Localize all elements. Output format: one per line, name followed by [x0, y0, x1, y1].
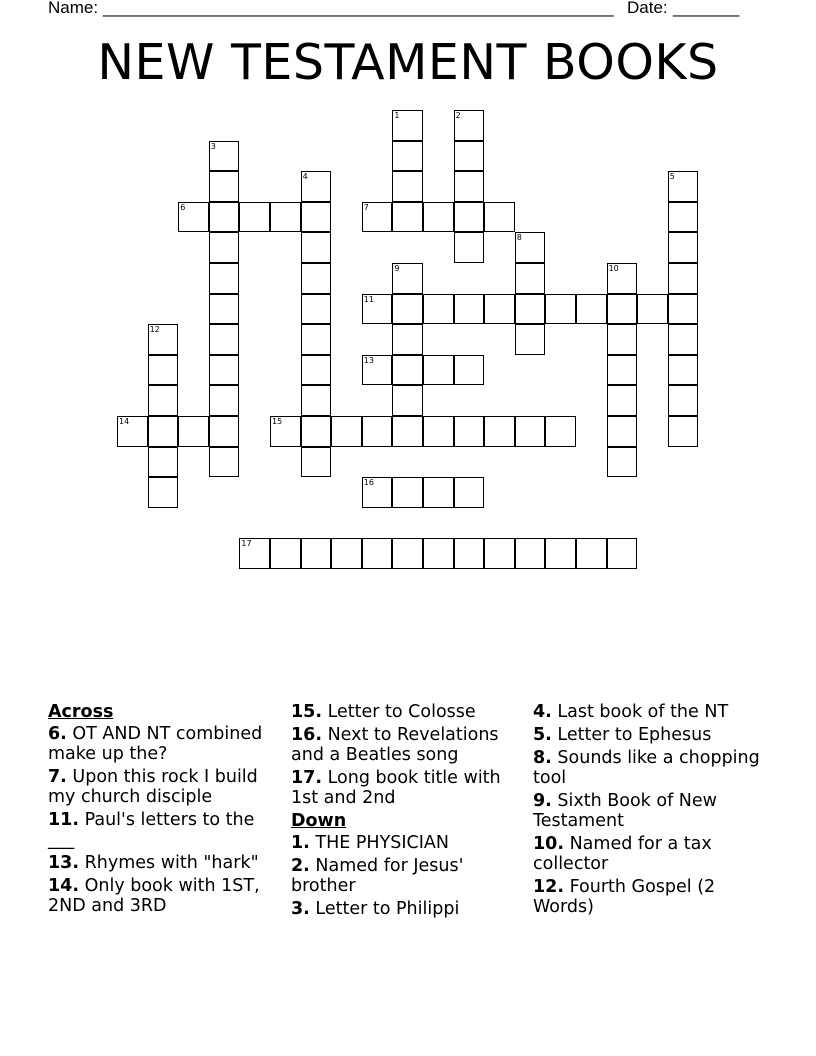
grid-cell[interactable] [484, 202, 515, 233]
grid-cell[interactable] [392, 385, 423, 416]
grid-cell-11[interactable] [362, 294, 393, 325]
grid-cell[interactable] [484, 538, 515, 569]
grid-cell[interactable] [392, 294, 423, 325]
clue-number: 10 [608, 264, 619, 273]
clue-number: 13 [363, 355, 374, 365]
grid-cell[interactable] [301, 232, 332, 263]
grid-cell[interactable] [392, 324, 423, 355]
clue-number: 1 [394, 111, 400, 120]
clue-across-11: 11. Paul's letters to the ___ [48, 810, 255, 850]
grid-cell-9[interactable] [392, 263, 423, 294]
grid-cell[interactable] [362, 416, 393, 447]
grid-cell[interactable] [209, 171, 240, 202]
grid-cell[interactable] [270, 538, 301, 569]
clue-across-14: 14. Only book with 1ST, 2ND and 3RD [48, 876, 260, 916]
clue-column-1 [48, 702, 284, 919]
grid-cell[interactable] [392, 355, 423, 386]
clue-number: 16 [363, 478, 374, 488]
grid-cell-12[interactable] [148, 324, 179, 355]
grid-cell[interactable] [454, 294, 485, 325]
grid-cell[interactable] [454, 171, 485, 202]
grid-cell-5[interactable] [668, 171, 699, 202]
clue-number: 2 [455, 111, 461, 120]
grid-cell[interactable] [209, 324, 240, 355]
grid-cell[interactable] [515, 263, 546, 294]
grid-cell[interactable] [392, 141, 423, 172]
grid-cell[interactable] [423, 202, 454, 233]
grid-cell[interactable] [607, 416, 638, 447]
clue-column-3 [533, 702, 761, 920]
grid-cell[interactable] [148, 447, 179, 478]
grid-cell[interactable] [148, 355, 179, 386]
grid-cell[interactable] [392, 538, 423, 569]
across-heading: Across [48, 702, 114, 722]
grid-cell[interactable] [454, 141, 485, 172]
grid-cell[interactable] [668, 202, 699, 233]
grid-cell-16[interactable] [362, 477, 393, 508]
clue-down-9: 9. Sixth Book of New Testament [533, 791, 717, 831]
clue-number: 3 [210, 141, 216, 151]
grid-cell[interactable] [668, 355, 699, 386]
grid-cell[interactable] [301, 385, 332, 416]
grid-cell[interactable] [637, 294, 668, 325]
clue-across-13: 13. Rhymes with "hark" [48, 853, 259, 873]
grid-cell[interactable] [423, 355, 454, 386]
grid-cell[interactable] [331, 538, 362, 569]
grid-cell[interactable] [209, 385, 240, 416]
grid-cell-15[interactable] [270, 416, 301, 447]
clue-across-6: 6. OT AND NT combined make up the? [48, 724, 263, 764]
grid-cell[interactable] [148, 385, 179, 416]
grid-cell[interactable] [209, 263, 240, 294]
clue-number: 6 [180, 202, 186, 212]
grid-cell-6[interactable] [178, 202, 209, 233]
clue-number: 17 [241, 539, 252, 549]
grid-cell[interactable] [209, 355, 240, 386]
grid-cell[interactable] [668, 232, 699, 263]
grid-cell[interactable] [301, 355, 332, 386]
grid-cell[interactable] [423, 416, 454, 447]
grid-cell[interactable] [392, 171, 423, 202]
grid-cell[interactable] [454, 477, 485, 508]
grid-cell[interactable] [270, 202, 301, 233]
grid-cell[interactable] [209, 232, 240, 263]
clue-down-3: 3. Letter to Philippi [291, 899, 460, 919]
clue-down-4: 4. Last book of the NT [533, 702, 729, 722]
date-label: Date: [627, 0, 668, 17]
grid-cell[interactable] [545, 538, 576, 569]
grid-cell[interactable] [454, 416, 485, 447]
clue-down-1: 1. THE PHYSICIAN [291, 833, 449, 853]
grid-cell-14[interactable] [117, 416, 148, 447]
grid-cell[interactable] [209, 416, 240, 447]
grid-cell[interactable] [362, 538, 393, 569]
grid-cell[interactable] [515, 324, 546, 355]
grid-cell[interactable] [239, 202, 270, 233]
grid-cell[interactable] [209, 202, 240, 233]
grid-cell[interactable] [423, 477, 454, 508]
grid-cell[interactable] [331, 416, 362, 447]
grid-cell[interactable] [392, 416, 423, 447]
grid-cell-8[interactable] [515, 232, 546, 263]
grid-cell-17[interactable] [239, 538, 270, 569]
grid-cell[interactable] [454, 538, 485, 569]
grid-cell-4[interactable] [301, 171, 332, 202]
grid-cell[interactable] [576, 538, 607, 569]
grid-cell[interactable] [484, 294, 515, 325]
grid-cell[interactable] [545, 294, 576, 325]
clue-number: 14 [119, 417, 130, 426]
clue-column-2 [291, 702, 523, 922]
grid-cell-10[interactable] [607, 263, 638, 294]
clue-number: 9 [394, 264, 400, 273]
clue-number: 4 [302, 172, 308, 182]
clue-down-10: 10. Named for a tax collector [533, 834, 712, 874]
grid-cell[interactable] [392, 202, 423, 233]
grid-cell[interactable] [454, 202, 485, 233]
grid-cell-13[interactable] [362, 355, 393, 386]
clue-across-17: 17. Long book title with 1st and 2nd [291, 768, 501, 808]
clue-down-12: 12. Fourth Gospel (2 Words) [533, 877, 716, 917]
grid-cell[interactable] [668, 385, 699, 416]
name-label: Name: [48, 0, 99, 17]
grid-cell[interactable] [209, 294, 240, 325]
grid-cell[interactable] [301, 416, 332, 447]
grid-cell[interactable] [515, 294, 546, 325]
clue-number: 7 [363, 202, 369, 212]
clue-number: 15 [272, 417, 283, 426]
grid-cell[interactable] [607, 538, 638, 569]
grid-cell[interactable] [668, 416, 699, 447]
grid-cell[interactable] [668, 324, 699, 355]
grid-cell[interactable] [301, 263, 332, 294]
grid-cell[interactable] [607, 324, 638, 355]
grid-cell-2[interactable] [454, 110, 485, 141]
clue-down-8: 8. Sounds like a chopping tool [533, 748, 760, 788]
down-heading: Down [291, 811, 347, 831]
grid-cell[interactable] [545, 416, 576, 447]
clue-down-2: 2. Named for Jesus' brother [291, 856, 464, 896]
grid-cell[interactable] [484, 416, 515, 447]
grid-cell-7[interactable] [362, 202, 393, 233]
grid-cell-1[interactable] [392, 110, 423, 141]
clue-down-5: 5. Letter to Ephesus [533, 725, 712, 745]
clue-number: 11 [363, 294, 374, 304]
clue-across-7: 7. Upon this rock I build my church disciple [48, 767, 258, 807]
grid-cell[interactable] [515, 538, 546, 569]
grid-cell[interactable] [515, 416, 546, 447]
grid-cell[interactable] [301, 294, 332, 325]
grid-cell[interactable] [454, 232, 485, 263]
grid-cell[interactable] [668, 294, 699, 325]
grid-cell[interactable] [178, 416, 209, 447]
grid-cell[interactable] [148, 477, 179, 508]
grid-cell[interactable] [301, 202, 332, 233]
name-line[interactable]: ______________________________________________________ [103, 0, 614, 17]
clue-number: 12 [149, 325, 160, 335]
puzzle-title: NEW TESTAMENT BOOKS [97, 34, 719, 91]
grid-cell[interactable] [392, 477, 423, 508]
grid-cell[interactable] [607, 447, 638, 478]
grid-cell[interactable] [576, 294, 607, 325]
grid-cell[interactable] [301, 538, 332, 569]
date-line[interactable]: _______ [673, 0, 740, 17]
grid-cell[interactable] [423, 294, 454, 325]
grid-cell[interactable] [423, 538, 454, 569]
grid-cell[interactable] [668, 263, 699, 294]
grid-cell[interactable] [301, 324, 332, 355]
grid-cell[interactable] [209, 447, 240, 478]
clue-number: 5 [669, 172, 675, 182]
grid-cell[interactable] [607, 355, 638, 386]
grid-cell[interactable] [454, 355, 485, 386]
grid-cell[interactable] [148, 416, 179, 447]
clue-across-15: 15. Letter to Colosse [291, 702, 476, 722]
clue-number: 8 [516, 233, 522, 243]
grid-cell[interactable] [607, 385, 638, 416]
grid-cell-3[interactable] [209, 141, 240, 172]
grid-cell[interactable] [301, 447, 332, 478]
grid-cell[interactable] [607, 294, 638, 325]
clue-across-16: 16. Next to Revelations and a Beatles song [291, 725, 499, 765]
